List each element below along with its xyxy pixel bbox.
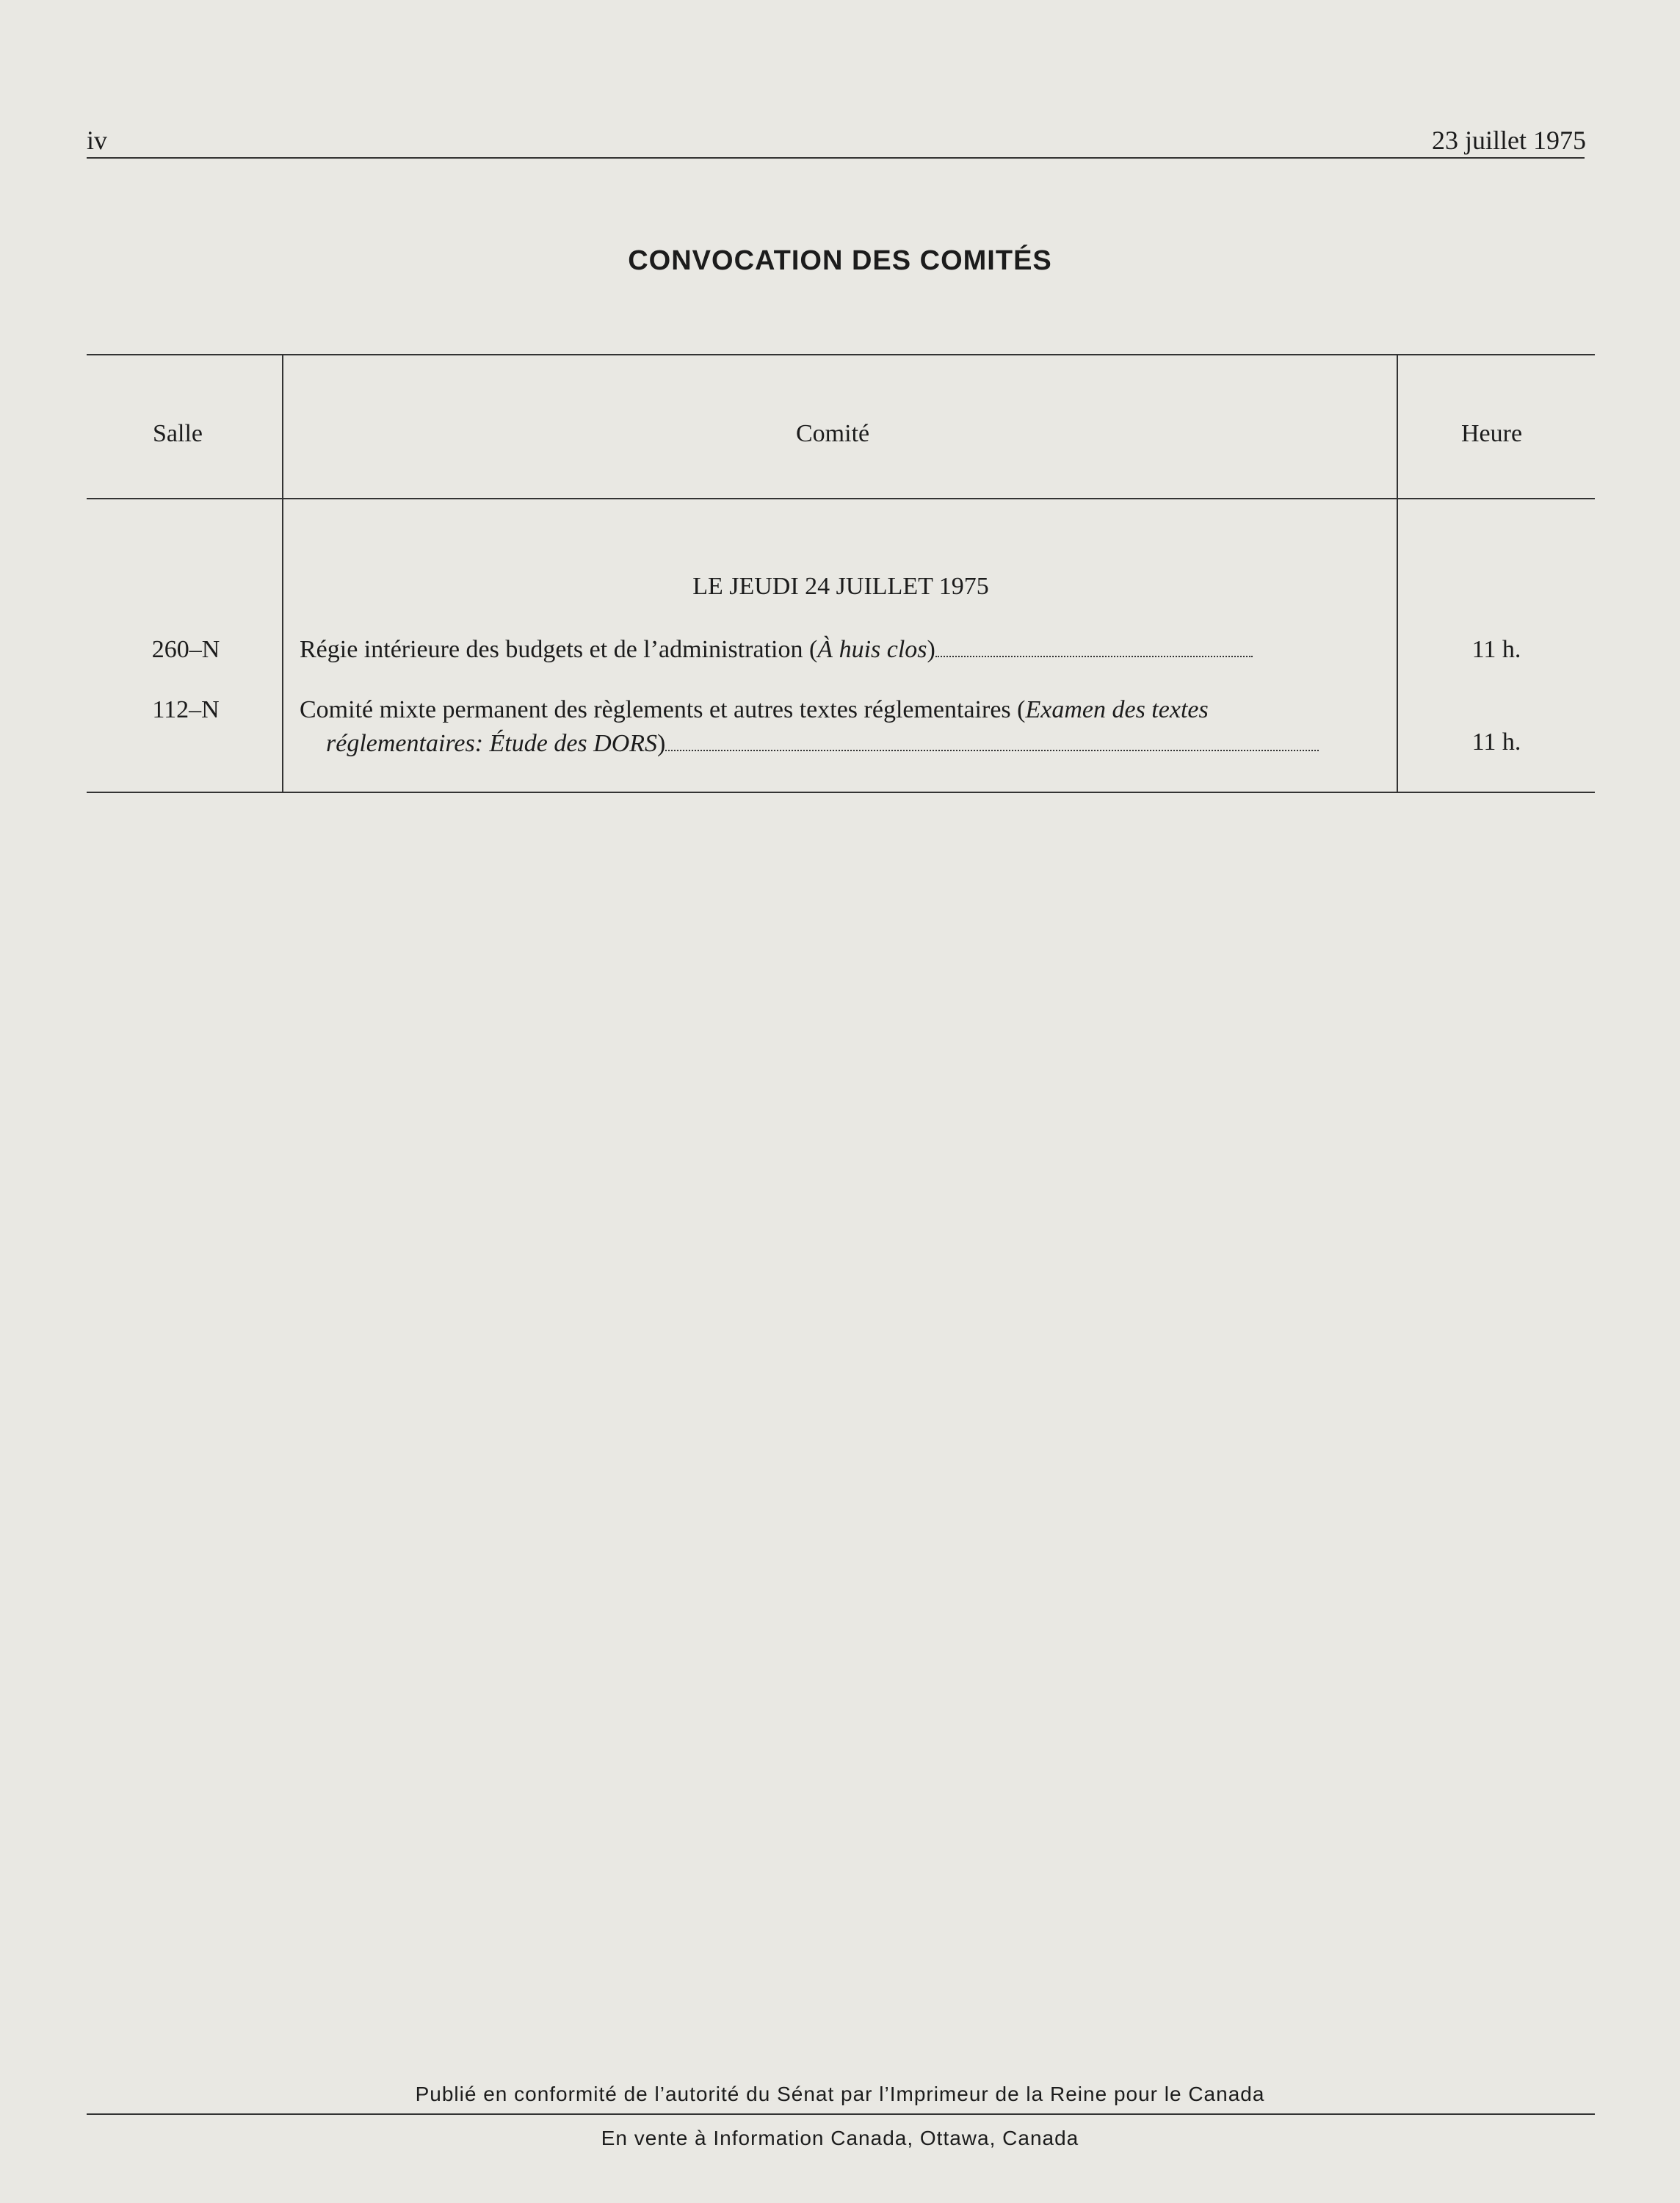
committee-table <box>87 354 1595 796</box>
comite-note: À huis clos <box>817 636 927 663</box>
row-heure: 11 h. <box>1471 636 1521 663</box>
meeting-date-heading: LE JEUDI 24 JUILLET 1975 <box>692 573 989 600</box>
row-salle: 112–N <box>152 696 220 723</box>
table-bottom-rule <box>87 792 1595 793</box>
row-comite <box>300 693 1467 761</box>
comite-note: Examen des textes <box>1025 696 1209 723</box>
row-heure: 11 h. <box>1471 728 1521 756</box>
column-header-heure: Heure <box>1461 420 1523 447</box>
document-title: CONVOCATION DES COMITÉS <box>628 245 1052 276</box>
dot-leader <box>935 655 1253 657</box>
comite-close: ) <box>657 730 666 757</box>
comite-close: ) <box>927 636 935 663</box>
header-rule <box>87 157 1585 159</box>
comite-name: Comité mixte permanent des règlements et autres textes réglementaires ( <box>300 696 1026 723</box>
dot-leader <box>665 749 1319 751</box>
column-header-salle: Salle <box>153 420 203 447</box>
comite-note-continued: réglementaires: Étude des DORS <box>326 730 658 757</box>
header-bottom-rule <box>87 498 1595 499</box>
footer-sales-line: En vente à Information Canada, Ottawa, Canada <box>601 2127 1079 2149</box>
page-number: iv <box>87 126 108 155</box>
footer-publisher-line: Publié en conformité de l’autorité du Sénat par l’Imprimeur de la Reine pour le Canada <box>415 2083 1265 2105</box>
row-salle: 260–N <box>151 636 220 663</box>
row-comite <box>300 633 1467 667</box>
column-header-comite: Comité <box>796 420 870 447</box>
footer-rule <box>87 2113 1595 2115</box>
page-date: 23 juillet 1975 <box>1432 126 1586 155</box>
table-top-rule <box>87 354 1595 355</box>
comite-name: Régie intérieure des budgets et de l’administration ( <box>300 636 818 663</box>
